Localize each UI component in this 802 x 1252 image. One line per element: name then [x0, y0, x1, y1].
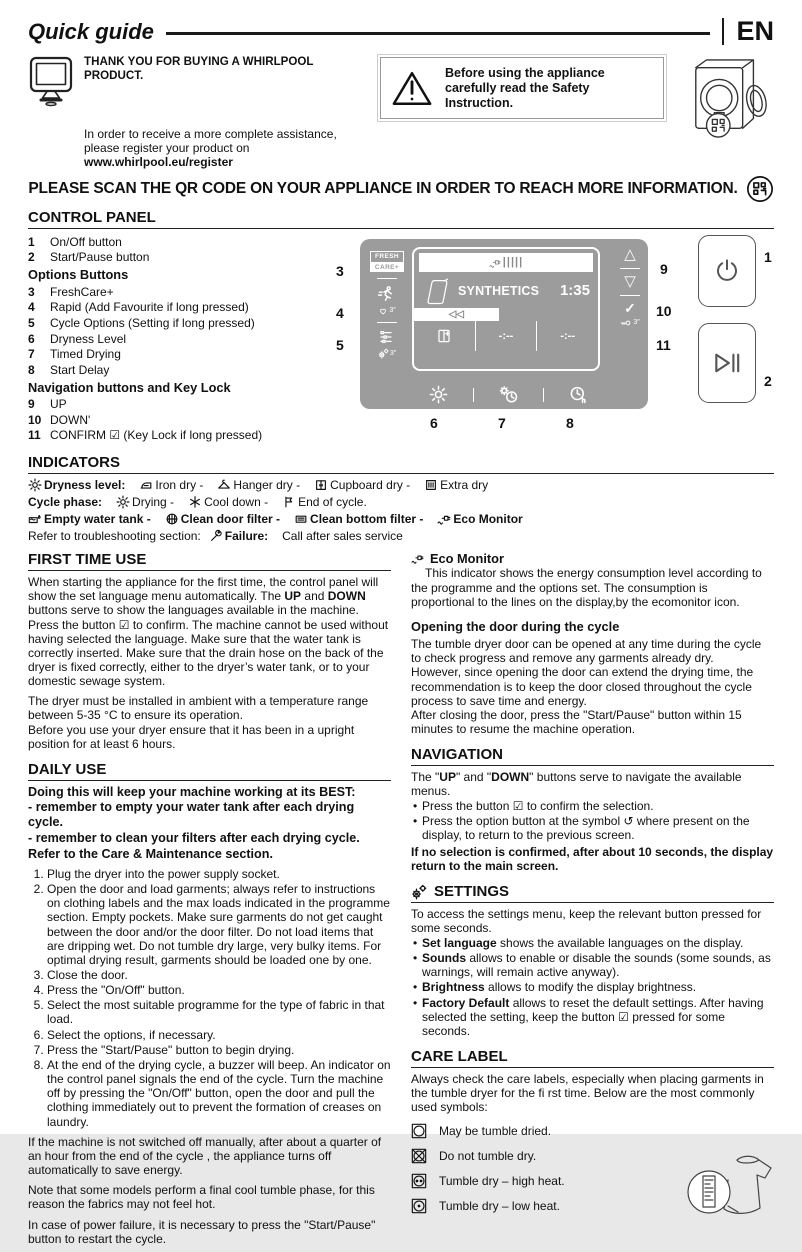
settings-bullet: • Sounds allows to enable or disable the sounds (some sounds, as warnings, will remain active anyway). — [413, 951, 774, 979]
settings-intro: To access the settings menu, keep the relevant button pressed for some seconds. — [411, 906, 762, 935]
control-panel-item — [28, 347, 328, 361]
step-item: 8. At the end of the drying cycle, a buzzer will beep. An indicator on the control panel signals the end of the cycle. Turn the machine off by pressing the "On/Off" button, open the door and pull the clothing immediately out to prevent the formation of creases on laundry. — [47, 1058, 391, 1129]
callout-7: 7 — [498, 415, 506, 432]
control-panel-list — [28, 233, 328, 444]
badge-line2: CARE+ — [370, 263, 404, 273]
left-column — [28, 549, 391, 1251]
wrench-icon — [209, 529, 223, 543]
key-lock-icon — [620, 317, 632, 329]
item-label: On/Off button — [50, 234, 122, 249]
daily-use-note: Note that some models perform a final cool tumble phase, for this reason the fabrics may not feel hot. — [28, 1183, 375, 1212]
callout-4: 4 — [336, 305, 344, 322]
callout-9: 9 — [660, 261, 668, 278]
daily-use-note: In case of power failure, it is necessary to press the "Start/Pause" button to restart the cycle. — [28, 1217, 376, 1246]
door-filter-cell — [414, 321, 475, 351]
play-pause-icon — [711, 350, 743, 376]
navigation-intro: The "UP" and "DOWN" buttons serve to navigate the available menus. — [411, 769, 742, 798]
first-time-use-heading: FIRST TIME USE — [28, 551, 391, 571]
right-column — [411, 549, 774, 1251]
callout-1: 1 — [764, 249, 772, 266]
intro-row — [28, 55, 774, 169]
divider — [543, 388, 544, 402]
callout-5: 5 — [336, 337, 344, 354]
dryness-item: Extra dry — [440, 477, 489, 492]
divider — [377, 278, 397, 279]
key-lock-hint — [620, 317, 639, 329]
page-title: Quick guide — [28, 18, 154, 44]
failure-line — [28, 529, 774, 543]
item-label: Dryness Level — [50, 331, 127, 346]
item-number: 3 — [28, 284, 35, 299]
callout-3: 3 — [336, 263, 344, 280]
step-item: 4. Press the "On/Off" button. — [47, 983, 391, 997]
control-panel-section — [28, 233, 774, 444]
best-practice-line: Refer to the Care & Maintenance section. — [28, 847, 273, 862]
settings-bullets — [411, 936, 774, 1038]
care-symbol-label: Do not tumble dry. — [439, 1149, 537, 1164]
care-label-intro: Always check the care labels, especially when placing garments in the tumble dryer for the fi rst time. Below are the most commonly used symbols: — [411, 1071, 764, 1114]
control-panel-item — [28, 363, 328, 377]
tumble-dry-low-heat-icon — [411, 1198, 427, 1214]
display — [412, 247, 600, 371]
cycle-phase-line — [28, 495, 774, 509]
best-practice-line: Doing this will keep your machine working at its BEST: — [28, 784, 356, 799]
start-pause-button[interactable] — [698, 323, 756, 403]
item-label: Start Delay — [50, 362, 110, 377]
dryness-label: Dryness level: — [44, 477, 126, 492]
add-favourite-hint — [378, 306, 395, 316]
dryness-level-button[interactable] — [429, 385, 448, 404]
long-press-label: 3″ — [389, 349, 397, 357]
item-label: CONFIRM ☑ (Key Lock if long pressed) — [50, 428, 263, 443]
language-code: EN — [722, 18, 774, 45]
panel-left-icons — [366, 251, 408, 359]
daily-use-best-practices — [28, 785, 391, 862]
navigation-heading: NAVIGATION — [411, 746, 774, 766]
time-placeholder: -:-- — [536, 321, 598, 351]
maintenance-item: Eco Monitor — [453, 512, 523, 527]
gears-icon — [378, 348, 389, 359]
callout-8: 8 — [566, 415, 574, 432]
eco-monitor-icon — [437, 512, 451, 526]
dryer-illustration — [684, 55, 774, 139]
timed-drying-button[interactable] — [499, 385, 518, 404]
step-item: 2. Open the door and load garments; always refer to instructions on clothing labels and the max loads indicated in the programme section. Empty pockets. Make sure garments do not get caught between the door and/or the door filter. Do not load items that are dripping wet. Do not tumble dry large, very bulky items. For optimal drying result, garments should be loaded one by one. — [47, 882, 391, 967]
control-panel-item — [28, 235, 328, 249]
rapid-runner-icon[interactable] — [377, 285, 395, 303]
best-practice-line: - remember to clean your filters after each drying cycle. — [28, 831, 360, 846]
up-button[interactable]: △ — [624, 246, 636, 264]
opening-door-heading: Opening the door during the cycle — [411, 618, 620, 634]
settings-hint — [378, 348, 396, 359]
callout-11: 11 — [656, 337, 671, 354]
door-filter-icon — [436, 328, 452, 344]
down-button[interactable]: ▽ — [624, 272, 636, 290]
power-icon — [712, 256, 742, 286]
qr-notice-text: PLEASE SCAN THE QR CODE ON YOUR APPLIANCE IN ORDER TO REACH MORE INFORMATION. — [28, 180, 738, 198]
daily-use-note: If the machine is not switched off manually, after about a quarter of an hour from the end of the cycle , the appliance turns off automatically to save energy. — [28, 1134, 382, 1178]
dryness-item: Iron dry - — [155, 477, 204, 492]
item-label: DOWN' — [50, 412, 91, 427]
item-number: 8 — [28, 362, 35, 377]
control-panel-heading: CONTROL PANEL — [28, 209, 774, 229]
first-time-use-paragraph: When starting the appliance for the first time, the control panel will show the set language menu automatically. The UP and DOWN buttons serve to show the languages available in the machine. Press the button ☑ to confirm. The machine cannot be used without having selected the language. Make sure that the water tank is correctly inserted. Make sure that the drain hose on the back of the dryer is fixed correctly, either to the dryer’s water tank, or to your domestic sewage system. — [28, 575, 389, 689]
rewind-icon: ◁◁ — [414, 308, 499, 321]
first-time-use-paragraph: The dryer must be installed in ambient with a temperature range between 5-35 °C to ensure its operation. — [28, 694, 369, 723]
panel-right-buttons — [616, 247, 644, 329]
navigation-bullet: • Press the option button at the symbol ↺ where present on the display, to return to the previous screen. — [413, 814, 774, 842]
clean-door-filter-icon — [165, 512, 179, 526]
control-panel-item — [28, 285, 328, 299]
settings-heading-row — [411, 883, 774, 903]
item-number: 11 — [28, 428, 41, 443]
header-divider — [166, 32, 711, 34]
badge-line1: FRESH — [370, 251, 404, 263]
safety-notice-box — [380, 57, 664, 119]
drum-icon — [420, 275, 452, 307]
settings-gears-icon — [411, 884, 427, 900]
register-url: www.whirlpool.eu/register — [84, 155, 233, 170]
item-number: 1 — [28, 234, 35, 249]
remaining-time: 1:35 — [559, 282, 590, 300]
control-panel-item — [28, 316, 328, 330]
on-off-button[interactable] — [698, 235, 756, 307]
step-item: 3. Close the door. — [47, 968, 391, 982]
care-symbol-label: May be tumble dried. — [439, 1124, 552, 1139]
freshcare-badge — [370, 251, 404, 272]
dryness-indicator-line — [28, 478, 774, 492]
extra-dry-icon — [424, 478, 438, 492]
item-label: Cycle Options (Setting if long pressed) — [50, 315, 255, 330]
tumble-dry-high-heat-icon — [411, 1173, 427, 1189]
item-number: 6 — [28, 331, 35, 346]
care-symbol-label: Tumble dry – high heat. — [439, 1174, 565, 1189]
drying-sun-icon — [116, 495, 130, 509]
cycle-options-icon[interactable] — [378, 329, 394, 345]
cycle-phase-label: Cycle phase: — [28, 494, 103, 509]
dryness-item: Hanger dry - — [233, 477, 301, 492]
settings-bullet: • Brightness allows to modify the display brightness. — [413, 980, 774, 994]
care-symbol-row — [411, 1123, 774, 1139]
item-number: 5 — [28, 315, 35, 330]
item-number: 10 — [28, 412, 42, 427]
item-number: 7 — [28, 347, 35, 362]
programme-row — [414, 274, 598, 307]
maintenance-line — [28, 512, 774, 526]
item-number: 2 — [28, 250, 35, 265]
cycle-item: Drying - — [132, 494, 175, 509]
navigation-bullet: • Press the button ☑ to confirm the selection. — [413, 799, 774, 813]
thanks-bold: THANK YOU FOR BUYING A WHIRLPOOL PRODUCT. — [84, 55, 314, 82]
divider — [473, 388, 474, 402]
two-column-body — [28, 549, 774, 1251]
control-panel-item — [28, 413, 328, 427]
first-time-use-paragraph: Before you use your dryer ensure that it has been in a upright position for at least 6 hours. — [28, 722, 355, 751]
display-bottom-row — [414, 321, 598, 351]
item-label: Timed Drying — [50, 347, 121, 362]
opening-door-paragraph: The tumble dryer door can be opened at any time during the cycle to check progress and remove any garments already dry. — [411, 637, 762, 666]
programme-name: SYNTHETICS — [458, 283, 540, 298]
best-practice-line: - remember to empty your water tank after each drying cycle. — [28, 800, 355, 830]
sun-icon — [28, 478, 42, 492]
do-not-tumble-dry-icon — [411, 1148, 427, 1164]
long-press-label: 3″ — [389, 307, 396, 315]
navigation-bullets — [411, 799, 774, 842]
care-label-section — [411, 1072, 774, 1214]
opening-door-paragraph: However, since opening the door can extend the drying time, the recommendation is to keep the door closed throughout the cycle process to save time and energy. — [411, 665, 754, 708]
care-label-heading: CARE LABEL — [411, 1048, 774, 1068]
daily-use-steps — [28, 867, 391, 1129]
header — [28, 18, 774, 45]
start-delay-button[interactable] — [569, 385, 588, 404]
item-number: 9 — [28, 397, 35, 412]
cool-down-icon — [188, 495, 202, 509]
item-label: Start/Pause button — [50, 250, 150, 265]
item-label: FreshCare+ — [50, 284, 114, 299]
failure-text: Call after sales service — [282, 529, 403, 544]
eco-monitor-icon — [411, 552, 424, 565]
step-item: 6. Select the options, if necessary. — [47, 1028, 391, 1042]
eco-monitor-heading: Eco Monitor — [430, 551, 504, 567]
eco-level-bars: ||||| — [502, 256, 524, 269]
end-of-cycle-icon — [282, 495, 296, 509]
item-label: UP — [50, 397, 67, 412]
step-item: 1. Plug the dryer into the power supply socket. — [47, 867, 391, 881]
step-item: 5. Select the most suitable programme for the type of fabric in that load. — [47, 998, 391, 1026]
care-symbol-label: Tumble dry – low heat. — [439, 1199, 560, 1214]
panel-bottom-icons — [416, 385, 600, 404]
control-panel-item — [28, 250, 328, 264]
clean-bottom-filter-icon — [294, 512, 308, 526]
settings-heading: SETTINGS — [434, 882, 510, 900]
time-placeholder: -:-- — [475, 321, 537, 351]
control-panel-item — [28, 397, 328, 411]
iron-dry-icon — [139, 478, 153, 492]
maintenance-item: Clean bottom filter - — [310, 512, 424, 527]
warning-triangle-icon — [391, 70, 433, 107]
item-number: 4 — [28, 300, 35, 315]
navigation-subheading: Navigation buttons and Key Lock — [28, 380, 231, 395]
progress-bar — [414, 308, 598, 321]
confirm-button[interactable]: ✓ — [624, 299, 636, 316]
callout-10: 10 — [656, 303, 672, 320]
indicators-heading: INDICATORS — [28, 454, 774, 474]
step-item: 7. Press the "Start/Pause" button to begin drying. — [47, 1043, 391, 1057]
eco-monitor-text: This indicator shows the energy consumption level according to the programme and the options set. The consumption is proportional to the lines on the display,by the ecomonitor icon. — [411, 566, 762, 609]
water-tank-icon — [28, 512, 42, 526]
eco-monitor-heading-row — [411, 551, 774, 566]
callout-6: 6 — [430, 415, 438, 432]
cupboard-dry-icon — [314, 478, 328, 492]
settings-bullet: • Set language shows the available languages on the display. — [413, 936, 774, 950]
maintenance-item: Clean door filter - — [180, 512, 281, 527]
opening-door-paragraph: After closing the door, press the "Start/Pause" button within 15 minutes to resume the machine operation. — [411, 707, 742, 736]
dryness-item: Cupboard dry - — [330, 477, 411, 492]
qr-code-icon — [746, 175, 774, 203]
options-subheading: Options Buttons — [28, 267, 129, 283]
divider — [620, 295, 640, 296]
thanks-block — [84, 55, 352, 169]
callout-2: 2 — [764, 373, 772, 390]
control-panel-item — [28, 428, 328, 442]
item-label: Rapid (Add Favourite if long pressed) — [50, 300, 249, 315]
hanger-dry-icon — [217, 478, 231, 492]
control-panel-diagram — [328, 233, 774, 438]
qr-notice-row — [28, 175, 774, 203]
panel-body — [360, 239, 648, 409]
thanks-text: In order to receive a more complete assistance, please register your product on — [84, 127, 337, 156]
heart-icon — [378, 306, 388, 316]
eco-monitor-icon — [489, 257, 501, 269]
failure-label: Failure: — [224, 529, 269, 544]
daily-use-heading: DAILY USE — [28, 761, 391, 781]
settings-bullet: • Factory Default allows to reset the default settings. After having selected the setting, keep the button ☑ pressed for some seconds. — [413, 996, 774, 1038]
cycle-item: Cool down - — [204, 494, 269, 509]
cycle-item: End of cycle. — [298, 494, 367, 509]
divider — [620, 268, 640, 269]
eco-monitor-strip — [419, 253, 593, 272]
register-monitor-icon — [28, 55, 74, 107]
navigation-note: If no selection is confirmed, after about 10 seconds, the display return to the main screen. — [411, 844, 774, 873]
maintenance-item: Empty water tank - — [44, 512, 151, 527]
failure-prefix: Refer to troubleshooting section: — [28, 529, 201, 544]
safety-notice-text: Before using the appliance carefully read the Safety Instruction. — [445, 66, 605, 110]
divider — [377, 322, 397, 323]
control-panel-item — [28, 332, 328, 346]
control-panel-item — [28, 300, 328, 314]
long-press-label: 3″ — [633, 318, 640, 326]
tshirt-care-label-illustration — [682, 1150, 774, 1226]
tumble-dry-ok-icon — [411, 1123, 427, 1139]
